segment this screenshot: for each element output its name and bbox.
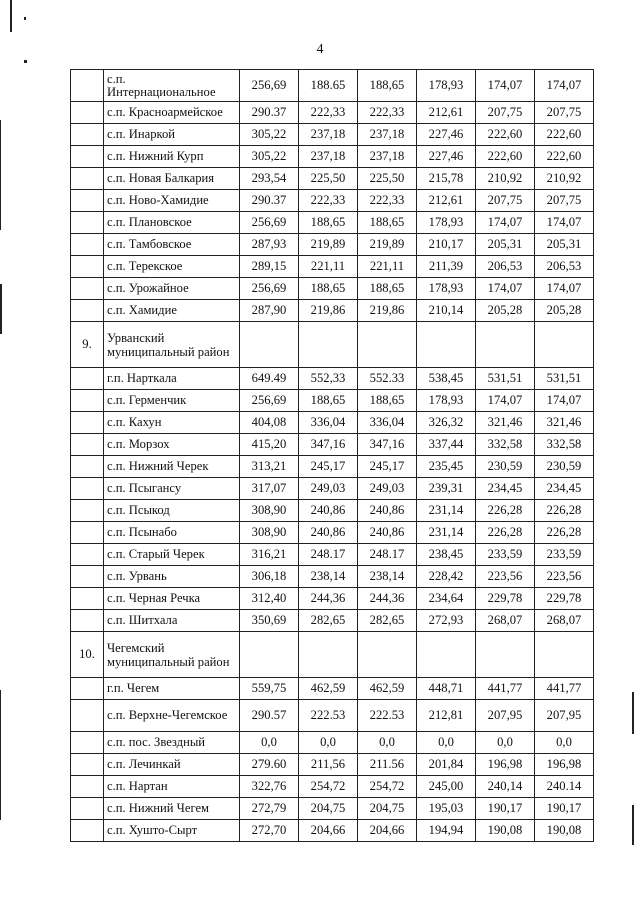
value-cell: 332,58: [476, 434, 535, 456]
value-cell: [476, 322, 535, 368]
settlement-name: с.п. Герменчик: [104, 390, 240, 412]
value-cell: 256,69: [240, 390, 299, 412]
row-number: [71, 190, 104, 212]
value-cell: 219,86: [358, 300, 417, 322]
value-cell: 222,33: [358, 190, 417, 212]
settlement-name: с.п. Урвань: [104, 566, 240, 588]
value-cell: 0,0: [240, 732, 299, 754]
row-number: [71, 544, 104, 566]
district-name: Урванский муниципальный район: [104, 322, 240, 368]
value-cell: 0,0: [476, 732, 535, 754]
value-cell: 336,04: [299, 412, 358, 434]
settlement-name: с.п. Нижний Курп: [104, 146, 240, 168]
value-cell: 235,45: [417, 456, 476, 478]
value-cell: 552,33: [299, 368, 358, 390]
value-cell: 205,31: [476, 234, 535, 256]
row-number: [71, 610, 104, 632]
settlement-name: с.п. Нижний Черек: [104, 456, 240, 478]
value-cell: 404,08: [240, 412, 299, 434]
value-cell: 222,60: [535, 146, 594, 168]
settlement-name: с.п. Морзох: [104, 434, 240, 456]
scan-mark: [0, 690, 1, 820]
value-cell: 347,16: [358, 434, 417, 456]
value-cell: 230,59: [535, 456, 594, 478]
value-cell: 204,66: [358, 820, 417, 842]
settlement-name: с.п. Ново-Хамидие: [104, 190, 240, 212]
table-row: [71, 368, 594, 390]
value-cell: 287,90: [240, 300, 299, 322]
scan-mark: [632, 692, 634, 734]
value-cell: 237,18: [299, 146, 358, 168]
value-cell: 305,22: [240, 146, 299, 168]
value-cell: 210,14: [417, 300, 476, 322]
district-row: [71, 632, 594, 678]
table-row: [71, 798, 594, 820]
value-cell: 272,93: [417, 610, 476, 632]
settlement-name: с.п. Лечинкай: [104, 754, 240, 776]
settlement-name: с.п. Терекское: [104, 256, 240, 278]
value-cell: 282,65: [299, 610, 358, 632]
value-cell: 225,50: [299, 168, 358, 190]
value-cell: 219,86: [299, 300, 358, 322]
settlement-name: г.п. Нарткала: [104, 368, 240, 390]
value-cell: 240,86: [299, 522, 358, 544]
value-cell: 462,59: [358, 678, 417, 700]
table-row: [71, 754, 594, 776]
row-number: [71, 102, 104, 124]
value-cell: 308,90: [240, 500, 299, 522]
value-cell: 204,66: [299, 820, 358, 842]
value-cell: 448,71: [417, 678, 476, 700]
value-cell: 237,18: [358, 146, 417, 168]
value-cell: 0,0: [299, 732, 358, 754]
value-cell: 229,78: [535, 588, 594, 610]
value-cell: 206,53: [476, 256, 535, 278]
value-cell: 287,93: [240, 234, 299, 256]
value-cell: 210,92: [476, 168, 535, 190]
value-cell: 282,65: [358, 610, 417, 632]
value-cell: 233,59: [476, 544, 535, 566]
row-number: [71, 168, 104, 190]
scan-mark: [0, 284, 2, 334]
row-number: [71, 678, 104, 700]
table-row: [71, 412, 594, 434]
value-cell: 230,59: [476, 456, 535, 478]
value-cell: 194,94: [417, 820, 476, 842]
value-cell: 178,93: [417, 390, 476, 412]
value-cell: 226,28: [476, 522, 535, 544]
value-cell: 332,58: [535, 434, 594, 456]
row-number: [71, 234, 104, 256]
row-number: [71, 522, 104, 544]
row-number: 9.: [71, 322, 104, 368]
table-row: [71, 522, 594, 544]
table-row: [71, 190, 594, 212]
row-number: [71, 732, 104, 754]
value-cell: 215,78: [417, 168, 476, 190]
value-cell: 204,75: [358, 798, 417, 820]
value-cell: [358, 322, 417, 368]
value-cell: 207,95: [535, 700, 594, 732]
table-row: [71, 478, 594, 500]
value-cell: 240.14: [535, 776, 594, 798]
value-cell: 219,89: [299, 234, 358, 256]
value-cell: 239,31: [417, 478, 476, 500]
table-row: [71, 732, 594, 754]
value-cell: 256,69: [240, 278, 299, 300]
table-row: [71, 146, 594, 168]
scan-mark: [24, 60, 27, 63]
settlement-name: с.п. Интернациональное: [104, 70, 240, 102]
value-cell: 290.57: [240, 700, 299, 732]
value-cell: 336,04: [358, 412, 417, 434]
row-number: [71, 798, 104, 820]
value-cell: [299, 632, 358, 678]
settlement-name: с.п. пос. Звездный: [104, 732, 240, 754]
value-cell: 190,17: [476, 798, 535, 820]
value-cell: [417, 322, 476, 368]
value-cell: 231,14: [417, 522, 476, 544]
value-cell: 0,0: [358, 732, 417, 754]
value-cell: 188,65: [299, 212, 358, 234]
value-cell: 188.65: [299, 70, 358, 102]
value-cell: 188,65: [358, 390, 417, 412]
value-cell: 222.53: [299, 700, 358, 732]
value-cell: 207,75: [535, 190, 594, 212]
value-cell: 222,60: [476, 146, 535, 168]
value-cell: 227,46: [417, 124, 476, 146]
value-cell: 254,72: [358, 776, 417, 798]
value-cell: [535, 322, 594, 368]
table-row: [71, 500, 594, 522]
value-cell: 308,90: [240, 522, 299, 544]
value-cell: 238,14: [358, 566, 417, 588]
value-cell: 234,45: [476, 478, 535, 500]
value-cell: 272,79: [240, 798, 299, 820]
value-cell: 245,17: [358, 456, 417, 478]
settlement-name: с.п. Черная Речка: [104, 588, 240, 610]
value-cell: 227,46: [417, 146, 476, 168]
value-cell: [535, 632, 594, 678]
value-cell: 207,75: [476, 102, 535, 124]
settlement-name: с.п. Старый Черек: [104, 544, 240, 566]
value-cell: 279.60: [240, 754, 299, 776]
district-row: [71, 322, 594, 368]
value-cell: 272,70: [240, 820, 299, 842]
table-row: [71, 678, 594, 700]
scan-mark: [632, 805, 634, 845]
value-cell: [358, 632, 417, 678]
value-cell: 210,17: [417, 234, 476, 256]
value-cell: 222.53: [358, 700, 417, 732]
table-row: [71, 544, 594, 566]
value-cell: 233,59: [535, 544, 594, 566]
value-cell: 245,00: [417, 776, 476, 798]
value-cell: 312,40: [240, 588, 299, 610]
page-number: 4: [316, 42, 324, 57]
value-cell: 244,36: [299, 588, 358, 610]
settlement-name: с.п. Нижний Чегем: [104, 798, 240, 820]
table-row: [71, 566, 594, 588]
value-cell: 206,53: [535, 256, 594, 278]
row-number: [71, 212, 104, 234]
value-cell: 178,93: [417, 70, 476, 102]
value-cell: 245,17: [299, 456, 358, 478]
value-cell: 174,07: [476, 70, 535, 102]
table-row: [71, 300, 594, 322]
value-cell: 196,98: [476, 754, 535, 776]
value-cell: 212,81: [417, 700, 476, 732]
value-cell: 221,11: [358, 256, 417, 278]
settlement-name: с.п. Плановское: [104, 212, 240, 234]
table-row: [71, 390, 594, 412]
value-cell: [240, 322, 299, 368]
value-cell: 240,86: [358, 522, 417, 544]
value-cell: [476, 632, 535, 678]
value-cell: 178,93: [417, 212, 476, 234]
value-cell: 289,15: [240, 256, 299, 278]
table-row: [71, 212, 594, 234]
value-cell: [240, 632, 299, 678]
value-cell: 347,16: [299, 434, 358, 456]
value-cell: 538,45: [417, 368, 476, 390]
table-row: [71, 610, 594, 632]
table-row: [71, 434, 594, 456]
row-number: [71, 820, 104, 842]
value-cell: 559,75: [240, 678, 299, 700]
value-cell: 222,33: [299, 190, 358, 212]
value-cell: 248.17: [358, 544, 417, 566]
value-cell: 225,50: [358, 168, 417, 190]
value-cell: 188,65: [358, 278, 417, 300]
value-cell: 326,32: [417, 412, 476, 434]
value-cell: 228,42: [417, 566, 476, 588]
value-cell: 223,56: [535, 566, 594, 588]
settlement-name: с.п. Хамидие: [104, 300, 240, 322]
value-cell: 0,0: [535, 732, 594, 754]
table-row: [71, 234, 594, 256]
row-number: [71, 124, 104, 146]
scan-mark: [24, 17, 26, 20]
table-row: [71, 700, 594, 732]
value-cell: 240,86: [299, 500, 358, 522]
value-cell: 174,07: [476, 212, 535, 234]
value-cell: 226,28: [535, 500, 594, 522]
value-cell: 211,39: [417, 256, 476, 278]
settlement-name: с.п. Нартан: [104, 776, 240, 798]
tariff-table: [70, 69, 594, 842]
value-cell: 205,28: [535, 300, 594, 322]
value-cell: 249,03: [299, 478, 358, 500]
value-cell: 226,28: [476, 500, 535, 522]
value-cell: 238,45: [417, 544, 476, 566]
value-cell: 350,69: [240, 610, 299, 632]
table-row: [71, 456, 594, 478]
value-cell: 196,98: [535, 754, 594, 776]
row-number: 10.: [71, 632, 104, 678]
settlement-name: с.п. Новая Балкария: [104, 168, 240, 190]
row-number: [71, 588, 104, 610]
value-cell: 210,92: [535, 168, 594, 190]
value-cell: 441,77: [535, 678, 594, 700]
value-cell: 290.37: [240, 102, 299, 124]
row-number: [71, 456, 104, 478]
value-cell: 226,28: [535, 522, 594, 544]
value-cell: 0,0: [417, 732, 476, 754]
table-row: [71, 588, 594, 610]
scan-mark: [10, 0, 12, 32]
value-cell: 211,56: [299, 754, 358, 776]
value-cell: 531,51: [535, 368, 594, 390]
settlement-name: с.п. Тамбовское: [104, 234, 240, 256]
value-cell: 231,14: [417, 500, 476, 522]
value-cell: 205,28: [476, 300, 535, 322]
row-number: [71, 566, 104, 588]
district-name: Чегемский муниципальный район: [104, 632, 240, 678]
value-cell: 174,07: [535, 212, 594, 234]
scan-mark: [0, 120, 1, 230]
table-row: [71, 256, 594, 278]
value-cell: 188,65: [299, 278, 358, 300]
value-cell: 462,59: [299, 678, 358, 700]
value-cell: 240,86: [358, 500, 417, 522]
table-row: [71, 168, 594, 190]
value-cell: 313,21: [240, 456, 299, 478]
value-cell: 229,78: [476, 588, 535, 610]
value-cell: 441,77: [476, 678, 535, 700]
value-cell: 207,95: [476, 700, 535, 732]
value-cell: 201,84: [417, 754, 476, 776]
value-cell: 188,65: [299, 390, 358, 412]
value-cell: 222,33: [358, 102, 417, 124]
value-cell: 321,46: [476, 412, 535, 434]
table-row: [71, 776, 594, 798]
value-cell: 174,07: [476, 390, 535, 412]
settlement-name: с.п. Хушто-Сырт: [104, 820, 240, 842]
settlement-name: с.п. Псыгансу: [104, 478, 240, 500]
value-cell: 190,17: [535, 798, 594, 820]
value-cell: 337,44: [417, 434, 476, 456]
value-cell: [299, 322, 358, 368]
settlement-name: г.п. Чегем: [104, 678, 240, 700]
value-cell: 244,36: [358, 588, 417, 610]
value-cell: 240,14: [476, 776, 535, 798]
row-number: [71, 368, 104, 390]
value-cell: 222,33: [299, 102, 358, 124]
value-cell: 234,64: [417, 588, 476, 610]
settlement-name: с.п. Кахун: [104, 412, 240, 434]
value-cell: 188,65: [358, 70, 417, 102]
value-cell: 552.33: [358, 368, 417, 390]
table-row: [71, 278, 594, 300]
value-cell: 207,75: [535, 102, 594, 124]
value-cell: 205,31: [535, 234, 594, 256]
row-number: [71, 700, 104, 732]
value-cell: 212,61: [417, 102, 476, 124]
value-cell: 174,07: [535, 70, 594, 102]
settlement-name: с.п. Урожайное: [104, 278, 240, 300]
row-number: [71, 754, 104, 776]
value-cell: 254,72: [299, 776, 358, 798]
value-cell: 322,76: [240, 776, 299, 798]
value-cell: 174,07: [535, 390, 594, 412]
value-cell: 211.56: [358, 754, 417, 776]
value-cell: 174,07: [535, 278, 594, 300]
value-cell: 237,18: [358, 124, 417, 146]
row-number: [71, 390, 104, 412]
value-cell: 212,61: [417, 190, 476, 212]
value-cell: 317,07: [240, 478, 299, 500]
settlement-name: с.п. Красноармейское: [104, 102, 240, 124]
value-cell: 190,08: [476, 820, 535, 842]
value-cell: 223,56: [476, 566, 535, 588]
value-cell: 321,46: [535, 412, 594, 434]
row-number: [71, 300, 104, 322]
value-cell: 290.37: [240, 190, 299, 212]
value-cell: 178,93: [417, 278, 476, 300]
value-cell: 268,07: [535, 610, 594, 632]
table-row: [71, 124, 594, 146]
row-number: [71, 256, 104, 278]
value-cell: 237,18: [299, 124, 358, 146]
table-row: [71, 820, 594, 842]
value-cell: 316,21: [240, 544, 299, 566]
value-cell: 268,07: [476, 610, 535, 632]
row-number: [71, 412, 104, 434]
value-cell: 219,89: [358, 234, 417, 256]
value-cell: 256,69: [240, 212, 299, 234]
settlement-name: с.п. Псынабо: [104, 522, 240, 544]
value-cell: [417, 632, 476, 678]
value-cell: 222,60: [476, 124, 535, 146]
value-cell: 238,14: [299, 566, 358, 588]
row-number: [71, 70, 104, 102]
settlement-name: с.п. Псыкод: [104, 500, 240, 522]
row-number: [71, 776, 104, 798]
settlement-name: с.п. Инаркой: [104, 124, 240, 146]
row-number: [71, 478, 104, 500]
row-number: [71, 278, 104, 300]
value-cell: 234,45: [535, 478, 594, 500]
value-cell: 649.49: [240, 368, 299, 390]
value-cell: 293,54: [240, 168, 299, 190]
value-cell: 305,22: [240, 124, 299, 146]
value-cell: 415,20: [240, 434, 299, 456]
value-cell: 222,60: [535, 124, 594, 146]
value-cell: 531,51: [476, 368, 535, 390]
value-cell: 256,69: [240, 70, 299, 102]
value-cell: 204,75: [299, 798, 358, 820]
settlement-name: с.п. Шитхала: [104, 610, 240, 632]
settlement-name: с.п. Верхне-Чегемское: [104, 700, 240, 732]
table-row: [71, 70, 594, 102]
value-cell: 221,11: [299, 256, 358, 278]
row-number: [71, 146, 104, 168]
value-cell: 174,07: [476, 278, 535, 300]
value-cell: 248.17: [299, 544, 358, 566]
value-cell: 195,03: [417, 798, 476, 820]
value-cell: 207,75: [476, 190, 535, 212]
value-cell: 249,03: [358, 478, 417, 500]
value-cell: 188,65: [358, 212, 417, 234]
table-body: [71, 70, 594, 842]
row-number: [71, 434, 104, 456]
table-row: [71, 102, 594, 124]
row-number: [71, 500, 104, 522]
value-cell: 190,08: [535, 820, 594, 842]
value-cell: 306,18: [240, 566, 299, 588]
